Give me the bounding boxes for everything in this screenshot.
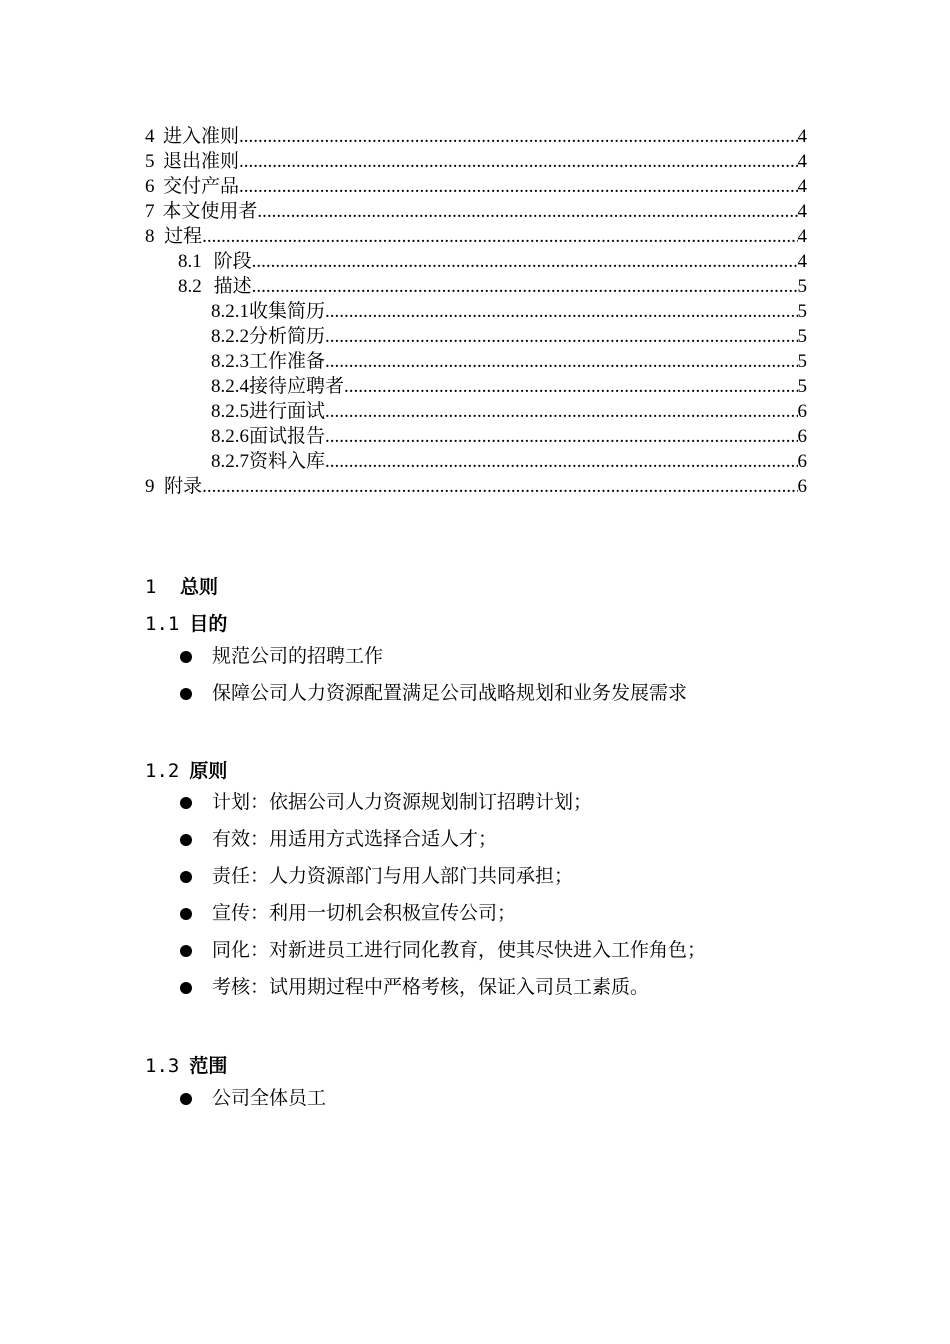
section-number: 1: [145, 576, 157, 598]
toc-number: 7: [145, 201, 155, 222]
toc-leader: [252, 249, 798, 274]
toc-entry[interactable]: [145, 474, 807, 499]
toc-page-number: 4: [797, 126, 807, 147]
toc-leader: [325, 324, 797, 349]
list-item: [180, 858, 706, 895]
subsection-heading: [145, 609, 227, 636]
toc-page-number: 5: [797, 276, 807, 297]
section-heading: [145, 572, 218, 599]
toc-page-number: 6: [797, 451, 807, 472]
toc-title: 资料入库: [249, 451, 326, 472]
toc-entry[interactable]: [145, 124, 807, 149]
toc-number: 8.2.7: [211, 451, 249, 472]
toc-number: 9: [145, 476, 155, 497]
toc-page-number: 5: [797, 351, 807, 372]
list-item-text: 考核：试用期过程中严格考核，保证入司员工素质。: [212, 976, 650, 998]
list-item: [180, 895, 706, 932]
toc-entry[interactable]: [145, 274, 807, 299]
toc-number: 8.2.5: [211, 401, 249, 422]
toc-leader: [325, 424, 797, 449]
toc-title: 接待应聘者: [249, 376, 345, 397]
bullet-icon: [180, 871, 192, 883]
list-item: [180, 638, 687, 675]
toc-page-number: 6: [797, 476, 807, 497]
toc-leader: [325, 349, 797, 374]
subsection-heading: [145, 756, 227, 783]
toc-leader: [325, 399, 797, 424]
toc-entry[interactable]: [145, 299, 807, 324]
list-item: [180, 784, 706, 821]
toc-entry[interactable]: [145, 249, 807, 274]
toc-entry[interactable]: [145, 399, 807, 424]
toc-page-number: 4: [797, 226, 807, 247]
subsection-number: 1.1: [145, 613, 180, 635]
list-item-text: 同化：对新进员工进行同化教育，使其尽快进入工作角色；: [212, 939, 707, 961]
toc-page-number: 5: [797, 326, 807, 347]
toc-leader: [252, 274, 798, 299]
toc-title: 阶段: [213, 251, 252, 272]
toc-title: 进入准则: [162, 126, 239, 147]
toc-number: 8.2.1: [211, 301, 249, 322]
toc-number: 8: [145, 226, 155, 247]
toc-title: 过程: [164, 226, 203, 247]
subsection-title: 原则: [189, 760, 228, 782]
list-item: [180, 932, 706, 969]
section-title: 总则: [180, 576, 219, 598]
list-item-text: 宣传：利用一切机会积极宣传公司；: [212, 902, 517, 924]
toc-title: 进行面试: [249, 401, 326, 422]
subsection-title: 范围: [189, 1055, 228, 1077]
list-item-text: 规范公司的招聘工作: [212, 645, 384, 667]
subsection-number: 1.2: [145, 760, 180, 782]
toc-leader: [202, 224, 797, 249]
list-item-text: 责任：人力资源部门与用人部门共同承担；: [212, 865, 574, 887]
toc-leader: [239, 174, 798, 199]
toc-title: 退出准则: [162, 151, 239, 172]
bullet-list: [180, 784, 706, 1006]
toc-entry[interactable]: [145, 199, 807, 224]
list-item-text: 保障公司人力资源配置满足公司战略规划和业务发展需求: [212, 682, 688, 704]
toc-leader: [325, 299, 797, 324]
toc-title: 收集简历: [249, 301, 326, 322]
toc-number: 4: [145, 126, 155, 147]
toc-leader: [325, 449, 797, 474]
toc-leader: [239, 124, 798, 149]
bullet-list: [180, 1080, 326, 1117]
toc-entry[interactable]: [145, 424, 807, 449]
toc-leader: [202, 474, 797, 499]
toc-entry[interactable]: [145, 149, 807, 174]
bullet-icon: [180, 834, 192, 846]
list-item: [180, 675, 687, 712]
subsection-heading: [145, 1051, 227, 1078]
toc-entry[interactable]: [145, 374, 807, 399]
table-of-contents: [145, 124, 807, 499]
toc-page-number: 4: [797, 176, 807, 197]
toc-entry[interactable]: [145, 349, 807, 374]
bullet-list: [180, 638, 687, 712]
bullet-icon: [180, 651, 192, 663]
toc-page-number: 5: [797, 376, 807, 397]
bullet-icon: [180, 688, 192, 700]
toc-title: 描述: [213, 276, 252, 297]
toc-page-number: 6: [797, 401, 807, 422]
toc-page-number: 6: [797, 426, 807, 447]
toc-page-number: 4: [797, 151, 807, 172]
bullet-icon: [180, 945, 192, 957]
toc-title: 交付产品: [162, 176, 239, 197]
list-item-text: 计划：依据公司人力资源规划制订招聘计划；: [212, 791, 593, 813]
list-item: [180, 821, 706, 858]
toc-leader: [257, 199, 797, 224]
bullet-icon: [180, 797, 192, 809]
list-item: [180, 1080, 326, 1117]
toc-title: 工作准备: [249, 351, 326, 372]
toc-number: 8.2.3: [211, 351, 249, 372]
toc-number: 8.2: [178, 276, 202, 297]
toc-number: 8.1: [178, 251, 202, 272]
toc-number: 8.2.4: [211, 376, 249, 397]
toc-number: 5: [145, 151, 155, 172]
toc-title: 分析简历: [249, 326, 326, 347]
subsection-title: 目的: [189, 613, 228, 635]
list-item-text: 有效：用适用方式选择合适人才；: [212, 828, 498, 850]
toc-entry[interactable]: [145, 324, 807, 349]
list-item-text: 公司全体员工: [212, 1087, 327, 1109]
toc-title: 面试报告: [249, 426, 326, 447]
toc-title: 本文使用者: [162, 201, 258, 222]
toc-entry[interactable]: [145, 224, 807, 249]
toc-number: 8.2.2: [211, 326, 249, 347]
subsection-number: 1.3: [145, 1055, 180, 1077]
bullet-icon: [180, 908, 192, 920]
toc-number: 6: [145, 176, 155, 197]
toc-page-number: 5: [797, 301, 807, 322]
bullet-icon: [180, 982, 192, 994]
toc-number: 8.2.6: [211, 426, 249, 447]
toc-page-number: 4: [797, 251, 807, 272]
list-item: [180, 969, 706, 1006]
toc-leader: [344, 374, 797, 399]
bullet-icon: [180, 1093, 192, 1105]
toc-page-number: 4: [797, 201, 807, 222]
toc-title: 附录: [164, 476, 203, 497]
toc-entry[interactable]: [145, 174, 807, 199]
toc-entry[interactable]: [145, 449, 807, 474]
toc-leader: [239, 149, 798, 174]
